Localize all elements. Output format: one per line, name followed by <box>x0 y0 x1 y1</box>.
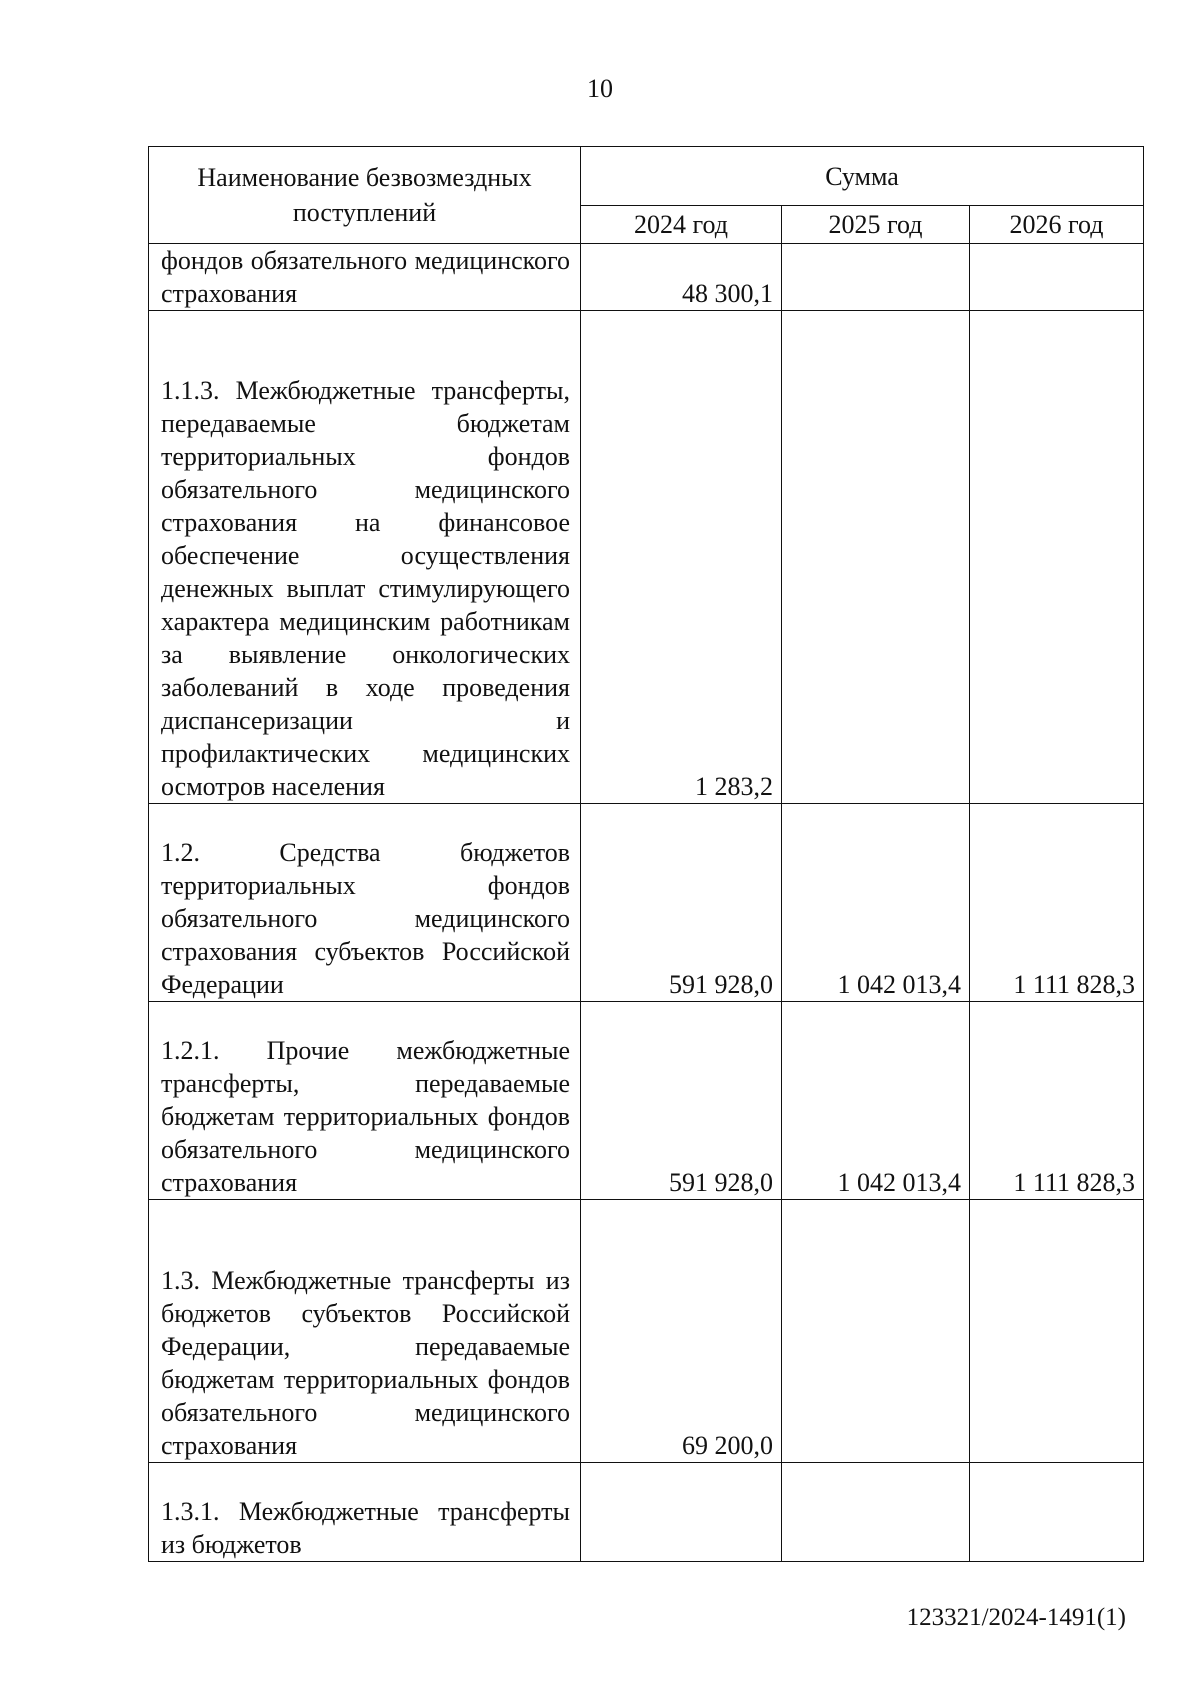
budget-table <box>148 146 1144 1562</box>
header-year-2025: 2025 год <box>782 206 970 244</box>
row-value-2026 <box>970 244 1144 311</box>
row-value-2025: 1 042 013,4 <box>782 1002 970 1200</box>
row-value-2026 <box>970 1200 1144 1463</box>
row-value-2026 <box>970 311 1144 804</box>
table-row <box>149 311 1144 804</box>
table-row <box>149 804 1144 1002</box>
header-sum: Сумма <box>581 147 1144 206</box>
table-row <box>149 1463 1144 1562</box>
header-name-column: Наименование безвозмездных поступлений <box>149 147 581 244</box>
row-value-2024: 591 928,0 <box>581 1002 782 1200</box>
row-value-2025 <box>782 244 970 311</box>
row-value-2024 <box>581 1463 782 1562</box>
table-row <box>149 1002 1144 1200</box>
row-name-text: 1.3.1. Межбюджетные трансферты из бюджетов <box>161 1497 570 1559</box>
row-value-2025 <box>782 1463 970 1562</box>
row-value-2025: 1 042 013,4 <box>782 804 970 1002</box>
row-name <box>149 1002 581 1200</box>
row-name <box>149 311 581 804</box>
row-value-2024: 69 200,0 <box>581 1200 782 1463</box>
row-value-2025 <box>782 311 970 804</box>
row-name-text: фондов обязательного медицинского страхования <box>161 246 570 308</box>
row-value-2025 <box>782 1200 970 1463</box>
row-value-2024: 1 283,2 <box>581 311 782 804</box>
row-name-text: 1.2. Средства бюджетов территориальных фондов обязательного медицинского страхования субъектов Российской Федерации <box>161 838 570 999</box>
row-name <box>149 1463 581 1562</box>
row-name <box>149 244 581 311</box>
header-year-2024: 2024 год <box>581 206 782 244</box>
header-year-2026: 2026 год <box>970 206 1144 244</box>
row-name <box>149 1200 581 1463</box>
row-name <box>149 804 581 1002</box>
row-value-2024: 48 300,1 <box>581 244 782 311</box>
table-row <box>149 244 1144 311</box>
row-name-text: 1.3. Межбюджетные трансферты из бюджетов субъектов Российской Федерации, передаваемые бюджетам территориальных фондов обязательного медицинского страхования <box>161 1266 570 1460</box>
row-value-2024: 591 928,0 <box>581 804 782 1002</box>
table-row <box>149 1200 1144 1463</box>
document-code: 123321/2024-1491(1) <box>906 1604 1126 1631</box>
row-name-text: 1.1.3. Межбюджетные трансферты, передаваемые бюджетам территориальных фондов обязательного медицинского страхования на финансовое обеспечение осуществления денежных выплат стимулирующего характера медицинским работникам за выявление онкологических заболеваний в ходе проведения диспансеризации и профилактических медицинских осмотров населения <box>161 376 570 801</box>
row-value-2026: 1 111 828,3 <box>970 1002 1144 1200</box>
row-value-2026 <box>970 1463 1144 1562</box>
row-name-text: 1.2.1. Прочие межбюджетные трансферты, передаваемые бюджетам территориальных фондов обязательного медицинского страхования <box>161 1036 570 1197</box>
row-value-2026: 1 111 828,3 <box>970 804 1144 1002</box>
page-number: 10 <box>587 74 613 103</box>
